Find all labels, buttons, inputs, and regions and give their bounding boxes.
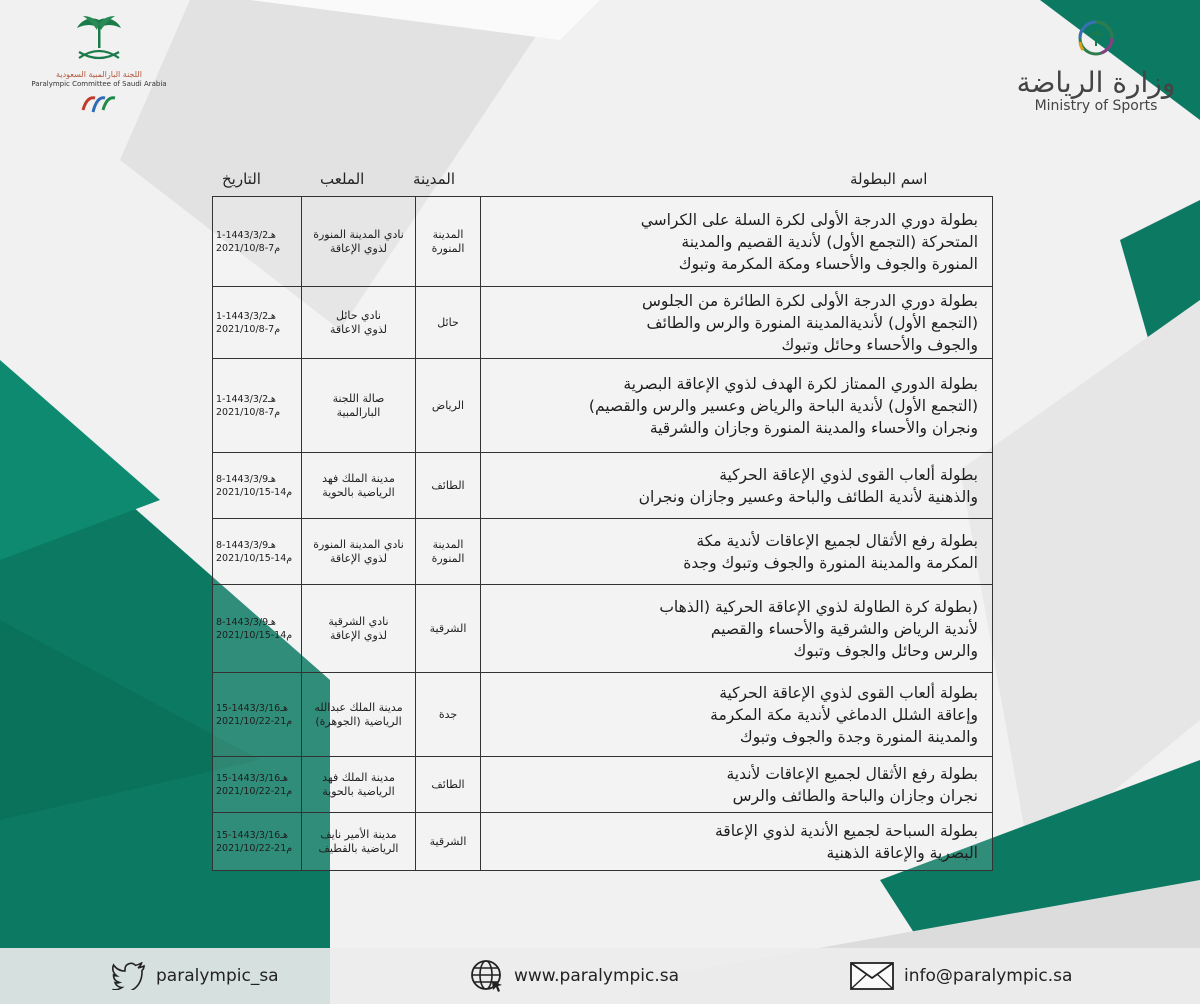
date-cell: 1-1443/3/2هـ 2021/10/8-7م: [213, 359, 302, 453]
city-cell: الطائف: [416, 453, 481, 519]
twitter-icon: [112, 962, 146, 990]
table-headers: [0, 170, 1200, 196]
header-city: المدينة: [413, 170, 456, 188]
date-cell: 8-1443/3/9هـ 2021/10/15-14م: [213, 585, 302, 673]
tournament-schedule-table: [212, 196, 993, 871]
table-row: [213, 519, 993, 585]
agitos-icon: [79, 92, 119, 116]
date-cell: 15-1443/3/16هـ 2021/10/22-21م: [213, 673, 302, 757]
footer-contact-bar: [0, 948, 1200, 1004]
envelope-icon: [850, 962, 894, 990]
venue-cell: نادي حائل لذوي الاعاقة: [302, 287, 416, 359]
table-row: [213, 287, 993, 359]
right-logo-english: Ministry of Sports: [1034, 98, 1158, 114]
right-logo-arabic: وزارة الرياضة: [1016, 66, 1176, 99]
city-cell: الطائف: [416, 757, 481, 813]
venue-cell: مدينة الملك عبدالله الرياضية (الجوهرة): [302, 673, 416, 757]
venue-cell: مدينة الأمير نايف الرياضية بالقطيف: [302, 813, 416, 871]
table-row: [213, 453, 993, 519]
tournament-name-cell: بطولة رفع الأثقال لجميع الإعاقات لأندية نجران وجازان والباحة والطائف والرس: [481, 757, 993, 813]
date-cell: 8-1443/3/9هـ 2021/10/15-14م: [213, 453, 302, 519]
left-logo-arabic: اللجنة البارالمبية السعودية: [56, 70, 142, 79]
city-cell: جدة: [416, 673, 481, 757]
header-date: التاريخ: [222, 170, 261, 188]
table-row: [213, 585, 993, 673]
table-row: [213, 197, 993, 287]
twitter-link[interactable]: [112, 960, 279, 992]
city-cell: الرياض: [416, 359, 481, 453]
header-tournament: اسم البطولة: [850, 170, 928, 188]
website-url: www.paralympic.sa: [514, 966, 680, 986]
venue-cell: صالة اللجنة البارالمبية: [302, 359, 416, 453]
palm-swords-icon: [69, 14, 129, 64]
paralympic-committee-logo: [24, 14, 174, 120]
table-row: [213, 813, 993, 871]
tournament-name-cell: بطولة دوري الدرجة الأولى لكرة الطائرة من الجلوس (التجمع الأول) لأنديةالمدينة المنورة والرس والطائف والجوف والأحساء وحائل وتبوك: [481, 287, 993, 359]
table-row: [213, 757, 993, 813]
website-link[interactable]: [470, 960, 679, 992]
city-cell: الشرقية: [416, 585, 481, 673]
city-cell: المدينة المنورة: [416, 519, 481, 585]
twitter-handle: paralympic_sa: [156, 966, 279, 986]
tournament-name-cell: بطولة ألعاب القوى لذوي الإعاقة الحركية والذهنية لأندية الطائف والباحة وعسير وجازان ونجران: [481, 453, 993, 519]
globe-icon: [470, 959, 504, 993]
ministry-emblem-icon: [1061, 18, 1131, 64]
tournament-name-cell: (بطولة كرة الطاولة لذوي الإعاقة الحركية (الذهاب لأندية الرياض والشرقية والأحساء والقصيم والرس وحائل والجوف وتبوك: [481, 585, 993, 673]
date-cell: 8-1443/3/9هـ 2021/10/15-14م: [213, 519, 302, 585]
header-venue: الملعب: [320, 170, 365, 188]
email-link[interactable]: [850, 960, 1072, 992]
ministry-of-sports-logo: [1006, 18, 1186, 114]
venue-cell: مدينة الملك فهد الرياضية بالحوية: [302, 757, 416, 813]
city-cell: المدينة المنورة: [416, 197, 481, 287]
venue-cell: نادي الشرقية لذوي الإعاقة: [302, 585, 416, 673]
date-cell: 15-1443/3/16هـ 2021/10/22-21م: [213, 757, 302, 813]
city-cell: الشرقية: [416, 813, 481, 871]
tournament-name-cell: بطولة ألعاب القوى لذوي الإعاقة الحركية وإعاقة الشلل الدماغي لأندية مكة المكرمة والمدينة المنورة وجدة والجوف وتبوك: [481, 673, 993, 757]
venue-cell: نادي المدينة المنورة لذوي الإعاقة: [302, 197, 416, 287]
date-cell: 15-1443/3/16هـ 2021/10/22-21م: [213, 813, 302, 871]
city-cell: حائل: [416, 287, 481, 359]
left-logo-english: Paralympic Committee of Saudi Arabia: [31, 80, 167, 88]
table-row: [213, 359, 993, 453]
tournament-name-cell: بطولة السباحة لجميع الأندية لذوي الإعاقة البصرية والإعاقة الذهنية: [481, 813, 993, 871]
tournament-name-cell: بطولة الدوري الممتاز لكرة الهدف لذوي الإعاقة البصرية (التجمع الأول) لأندية الباحة والرياض وعسير والرس والقصيم) ونجران والأحساء والمدينة المنورة وجازان والشرقية: [481, 359, 993, 453]
venue-cell: مدينة الملك فهد الرياضية بالحوية: [302, 453, 416, 519]
date-cell: 1-1443/3/2هـ 2021/10/8-7م: [213, 197, 302, 287]
tournament-name-cell: بطولة رفع الأثقال لجميع الإعاقات لأندية مكة المكرمة والمدينة المنورة والجوف وتبوك وجدة: [481, 519, 993, 585]
email-address: info@paralympic.sa: [904, 966, 1073, 986]
date-cell: 1-1443/3/2هـ 2021/10/8-7م: [213, 287, 302, 359]
table-row: [213, 673, 993, 757]
tournament-name-cell: بطولة دوري الدرجة الأولى لكرة السلة على الكراسي المتحركة (التجمع الأول) لأندية القصيم والمدينة المنورة والجوف والأحساء ومكة المكرمة وتبوك: [481, 197, 993, 287]
venue-cell: نادي المدينة المنورة لذوي الإعاقة: [302, 519, 416, 585]
